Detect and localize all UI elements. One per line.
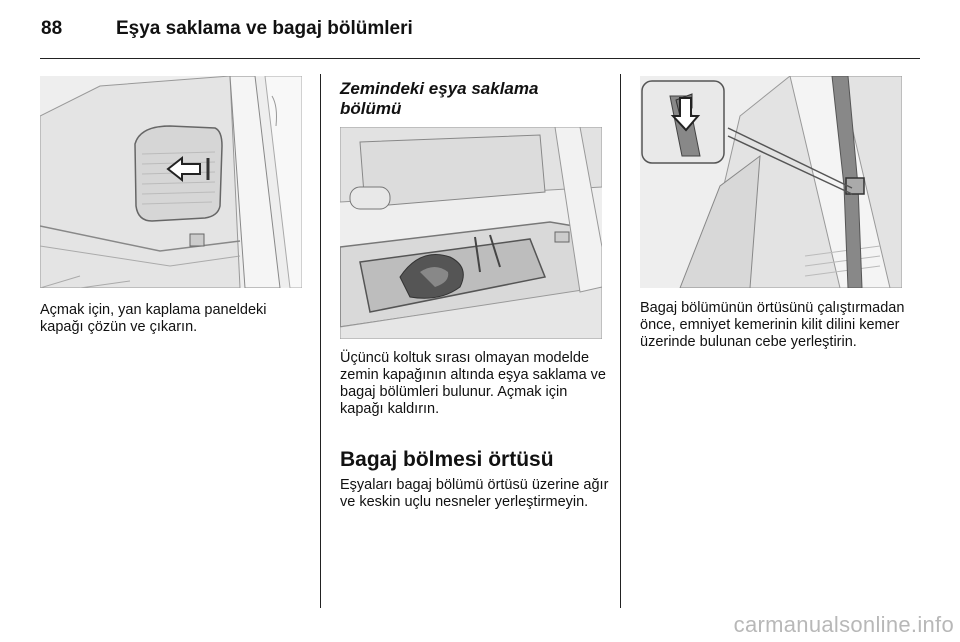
page-number: 88 (41, 18, 63, 39)
side-panel-cover-illustration (40, 76, 302, 288)
cargo-cover-paragraph: Eşyaları bagaj bölümü örtüsü üzerine ağır ve keskin uçlu nesneler yerleştirmeyin. (340, 477, 609, 510)
column-divider-2 (620, 74, 621, 608)
floor-storage-subheading: Zemindeki eşya saklama bölümü (340, 79, 539, 118)
floor-storage-svg (340, 127, 602, 339)
cargo-cover-heading: Bagaj bölmesi örtüsü (340, 448, 554, 471)
seatbelt-tongue-illustration (640, 76, 902, 288)
seatbelt-svg (640, 76, 902, 288)
header-rule (40, 58, 920, 59)
side-panel-svg (40, 76, 302, 288)
col3-paragraph: Bagaj bölümünün örtüsünü çalıştırmadan önce, emniyet kemerinin kilit dilini kemer üzerinde bulunan cebe yerleştirin. (640, 300, 905, 350)
col1-paragraph: Açmak için, yan kaplama paneldeki kapağı çözün ve çıkarın. (40, 302, 267, 335)
watermark: carmanualsonline.info (733, 612, 954, 637)
page-heading: Eşya saklama ve bagaj bölümleri (116, 18, 413, 39)
col2-paragraph: Üçüncü koltuk sırası olmayan modelde zemin kapağının altında eşya saklama ve bagaj bölümleri bulunur. Açmak için kapağı kaldırın. (340, 350, 606, 417)
floor-storage-illustration (340, 127, 602, 339)
column-divider-1 (320, 74, 321, 608)
